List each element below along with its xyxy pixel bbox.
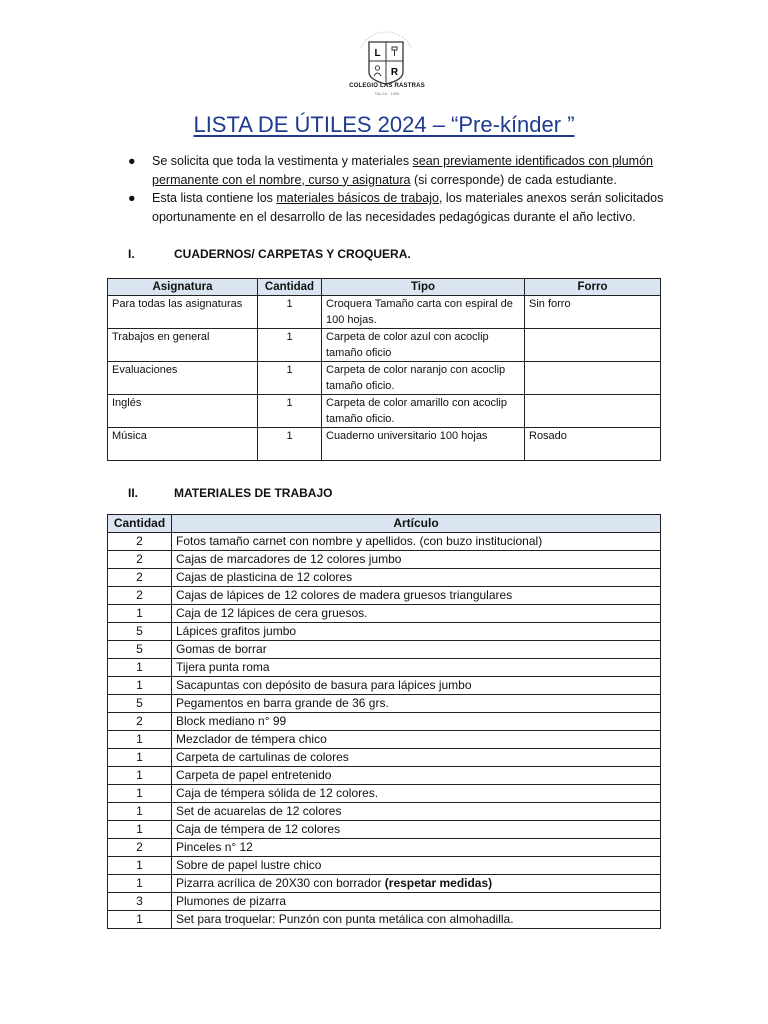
article-cell <box>172 713 661 731</box>
article-text: Fotos tamaño carnet con nombre y apellidos. (con buzo institucional) <box>176 534 543 548</box>
article-cell <box>172 569 661 587</box>
article-emphasis: (respetar medidas) <box>384 876 493 890</box>
article-cell <box>172 803 661 821</box>
article-text: Pegamentos en barra grande de 36 grs. <box>176 696 389 710</box>
article-cell <box>172 623 661 641</box>
table-row <box>108 695 661 713</box>
table-cell <box>525 329 661 362</box>
quantity-cell: 5 <box>108 695 172 713</box>
table-cell: Cuaderno universitario 100 hojas <box>322 428 525 461</box>
page-title: LISTA DE ÚTILES 2024 – “Pre-kínder ” <box>193 112 575 137</box>
table-header-cell: Artículo <box>172 515 661 533</box>
article-cell <box>172 731 661 749</box>
article-text: Sacapuntas con depósito de basura para lápices jumbo <box>176 678 472 692</box>
table-cell: Para todas las asignaturas <box>108 296 258 329</box>
table-row <box>108 911 661 929</box>
table-row <box>108 329 661 362</box>
table-cell: 1 <box>258 362 322 395</box>
table-row <box>108 875 661 893</box>
article-cell <box>172 767 661 785</box>
logo-letter-r: R <box>390 67 399 78</box>
intro-bullet-1: ● Se solicita que toda la vestimenta y materiales sean previamente identificados con plumón permanente con el nombre, curso y asignatura (si corresponde) de cada estudiante. <box>128 154 653 187</box>
materials-table <box>107 514 661 929</box>
table-cell: Croquera Tamaño carta con espiral de 100 hojas. <box>322 296 525 329</box>
quantity-cell: 5 <box>108 641 172 659</box>
table-header-cell: Forro <box>525 279 661 296</box>
quantity-cell: 1 <box>108 785 172 803</box>
school-logo <box>355 28 417 100</box>
quantity-cell: 1 <box>108 857 172 875</box>
table-row <box>108 713 661 731</box>
quantity-cell: 5 <box>108 623 172 641</box>
table-cell: 1 <box>258 329 322 362</box>
table-row <box>108 767 661 785</box>
article-text: Pizarra acrílica de 20X30 con borrador <box>176 876 385 890</box>
article-cell <box>172 695 661 713</box>
quantity-cell: 1 <box>108 803 172 821</box>
quantity-cell: 2 <box>108 569 172 587</box>
table-cell: Trabajos en general <box>108 329 258 362</box>
table-cell: Carpeta de color naranjo con acoclip tamaño oficio. <box>322 362 525 395</box>
table-row <box>108 428 661 461</box>
table-row <box>108 785 661 803</box>
quantity-cell: 1 <box>108 605 172 623</box>
article-text: Set para troquelar: Punzón con punta metálica con almohadilla. <box>176 912 514 926</box>
quantity-cell: 1 <box>108 731 172 749</box>
table-cell: Música <box>108 428 258 461</box>
table-header-cell: Cantidad <box>258 279 322 296</box>
intro-bullet-2: ● Esta lista contiene los materiales básicos de trabajo, los materiales anexos serán solicitados oportunamente en el desarrollo de las necesidades pedagógicas durante el año lectivo. <box>128 191 664 224</box>
notebooks-table <box>107 278 661 461</box>
article-text: Cajas de lápices de 12 colores de madera gruesos triangulares <box>176 588 513 602</box>
quantity-cell: 1 <box>108 821 172 839</box>
table-row <box>108 641 661 659</box>
quantity-cell: 2 <box>108 587 172 605</box>
article-cell <box>172 551 661 569</box>
table-cell <box>525 395 661 428</box>
quantity-cell: 1 <box>108 875 172 893</box>
table-row <box>108 677 661 695</box>
table-cell: Rosado <box>525 428 661 461</box>
quantity-cell: 3 <box>108 893 172 911</box>
table-row <box>108 623 661 641</box>
table-row <box>108 803 661 821</box>
article-text: Caja de témpera de 12 colores <box>176 822 341 836</box>
quantity-cell: 1 <box>108 911 172 929</box>
article-text: Caja de témpera sólida de 12 colores. <box>176 786 379 800</box>
table-cell <box>525 362 661 395</box>
table-row <box>108 893 661 911</box>
article-cell <box>172 677 661 695</box>
article-cell <box>172 533 661 551</box>
table-header-cell: Cantidad <box>108 515 172 533</box>
section-1-heading: I. CUADERNOS/ CARPETAS Y CROQUERA. <box>128 247 411 261</box>
bullet-icon: ● <box>128 191 136 205</box>
article-text: Lápices grafitos jumbo <box>176 624 297 638</box>
article-text: Caja de 12 lápices de cera gruesos. <box>176 606 368 620</box>
table-row <box>108 605 661 623</box>
article-text: Mezclador de témpera chico <box>176 732 327 746</box>
article-cell <box>172 857 661 875</box>
table-cell: Sin forro <box>525 296 661 329</box>
table-row <box>108 821 661 839</box>
table-row <box>108 569 661 587</box>
article-text: Set de acuarelas de 12 colores <box>176 804 342 818</box>
table-row <box>108 749 661 767</box>
article-text: Plumones de pizarra <box>176 894 287 908</box>
quantity-cell: 1 <box>108 767 172 785</box>
article-cell <box>172 749 661 767</box>
article-cell <box>172 659 661 677</box>
table-row <box>108 395 661 428</box>
table-cell: Carpeta de color azul con acoclip tamaño oficio <box>322 329 525 362</box>
article-cell <box>172 785 661 803</box>
table-cell: 1 <box>258 395 322 428</box>
logo-letter-l: L <box>374 48 381 59</box>
article-cell <box>172 821 661 839</box>
table-cell: Inglés <box>108 395 258 428</box>
logo-caption: COLEGIO LAS RASTRAS <box>349 83 425 89</box>
table-row <box>108 839 661 857</box>
table-header-cell: Tipo <box>322 279 525 296</box>
article-text: Carpeta de cartulinas de colores <box>176 750 349 764</box>
quantity-cell: 1 <box>108 659 172 677</box>
article-cell <box>172 641 661 659</box>
table-header-cell: Asignatura <box>108 279 258 296</box>
section-2-heading: II. MATERIALES DE TRABAJO <box>128 486 333 500</box>
bullet-icon: ● <box>128 154 136 168</box>
article-cell <box>172 893 661 911</box>
quantity-cell: 2 <box>108 551 172 569</box>
intro-bullets <box>128 152 673 226</box>
table-row <box>108 551 661 569</box>
article-cell <box>172 839 661 857</box>
table-row <box>108 296 661 329</box>
article-cell <box>172 605 661 623</box>
table-cell: 1 <box>258 296 322 329</box>
article-text: Tijera punta roma <box>176 660 270 674</box>
quantity-cell: 2 <box>108 839 172 857</box>
table-row <box>108 533 661 551</box>
article-text: Cajas de marcadores de 12 colores jumbo <box>176 552 402 566</box>
logo-subcaption: TALCA · 1950 <box>374 91 400 96</box>
article-text: Pinceles n° 12 <box>176 840 253 854</box>
table-row <box>108 587 661 605</box>
article-text: Sobre de papel lustre chico <box>176 858 322 872</box>
article-cell <box>172 875 661 893</box>
table-row <box>108 659 661 677</box>
article-cell <box>172 911 661 929</box>
article-text: Gomas de borrar <box>176 642 267 656</box>
article-text: Carpeta de papel entretenido <box>176 768 332 782</box>
table-cell: 1 <box>258 428 322 461</box>
quantity-cell: 1 <box>108 749 172 767</box>
article-text: Block mediano n° 99 <box>176 714 287 728</box>
table-cell: Carpeta de color amarillo con acoclip tamaño oficio. <box>322 395 525 428</box>
article-cell <box>172 587 661 605</box>
quantity-cell: 1 <box>108 677 172 695</box>
table-row <box>108 857 661 875</box>
article-text: Cajas de plasticina de 12 colores <box>176 570 353 584</box>
quantity-cell: 2 <box>108 533 172 551</box>
table-row <box>108 362 661 395</box>
quantity-cell: 2 <box>108 713 172 731</box>
table-cell: Evaluaciones <box>108 362 258 395</box>
table-row <box>108 731 661 749</box>
